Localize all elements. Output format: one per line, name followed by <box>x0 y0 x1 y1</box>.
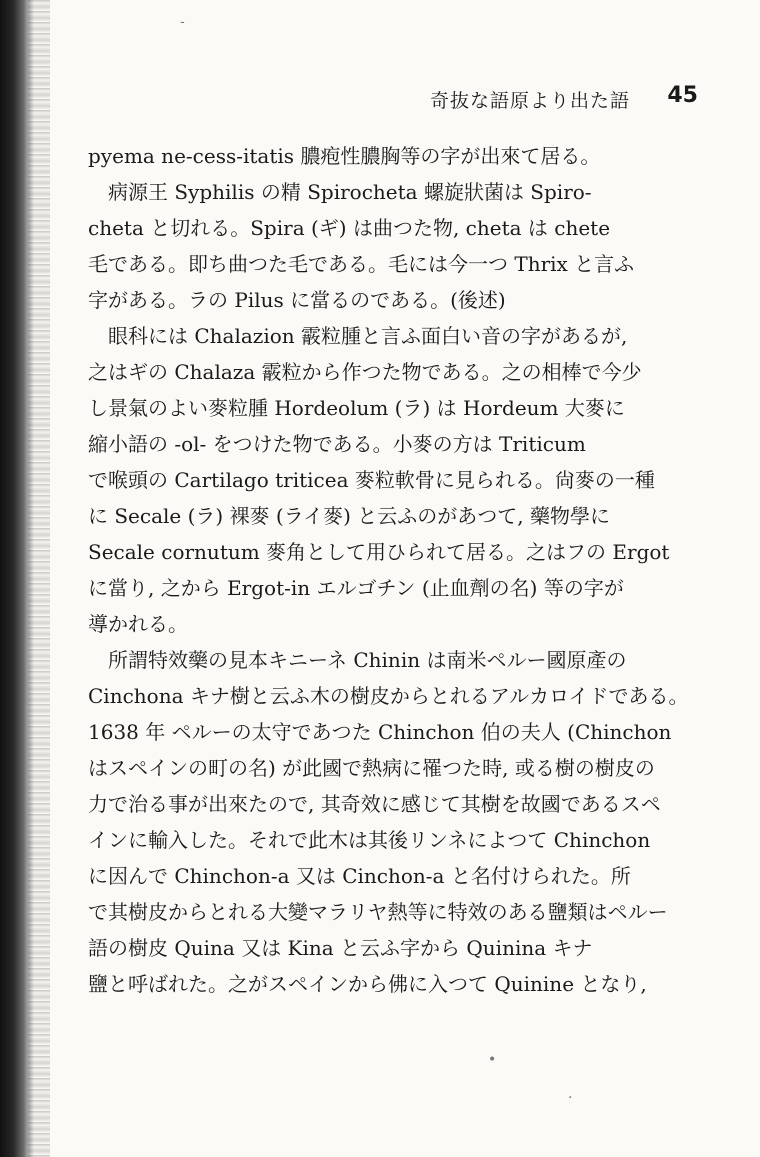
text-line: はスペインの町の名) が此國で熱病に罹つた時, 或る樹の樹皮の <box>88 756 655 780</box>
text-line: 鹽と呼ばれた。之がスペインから佛に入つて Quinine となり, <box>88 972 647 996</box>
text-line: 所謂特效藥の見本キニーネ Chinin は南米ペルー國原產の <box>108 648 627 672</box>
text-line: 之はギの Chalaza 霰粒から作つた物である。之の相棒で今少 <box>88 360 642 384</box>
text-line: 字がある。ラの Pilus に當るのである。(後述) <box>88 288 506 312</box>
stray-ink-mark: - <box>180 14 185 30</box>
stray-ink-mark: • <box>488 1052 497 1068</box>
page-header <box>430 83 710 118</box>
text-line: cheta と切れる。Spira (ギ) は曲つた物, cheta は chete <box>88 216 611 240</box>
text-line: 導かれる。 <box>88 612 188 636</box>
page-number: 45 <box>667 83 698 108</box>
text-line: 力で治る事が出來たので, 其奇效に感じて其樹を故國であるスペ <box>88 792 661 816</box>
binding-speckle <box>28 0 50 1157</box>
text-line: Secale cornutum 麥角として用ひられて居る。之はフの Ergot <box>88 540 670 564</box>
text-line: に因んで Chinchon-a 又は Cinchon-a と名付けられた。所 <box>88 864 631 888</box>
text-line: で喉頭の Cartilago triticea 麥粒軟骨に見られる。尙麥の一種 <box>88 468 655 492</box>
stray-ink-mark: · <box>568 1090 573 1106</box>
text-line: Cinchona キナ樹と云ふ木の樹皮からとれるアルカロイドである。 <box>88 684 689 708</box>
text-line: に當り, 之から Ergot-in エルゴチン (止血劑の名) 等の字が <box>88 576 624 600</box>
text-line: pyema ne-cess-itatis 膿疱性膿胸等の字が出來て居る。 <box>88 144 601 168</box>
text-line: 語の樹皮 Quina 又は Kina と云ふ字から Quinina キナ <box>88 936 593 960</box>
text-line: に Secale (ラ) 裸麥 (ライ麥) と云ふのがあつて, 藥物學に <box>88 504 611 528</box>
text-line: 病源王 Syphilis の精 Spirocheta 螺旋狀菌は Spiro- <box>108 180 592 204</box>
text-line: 毛である。即ち曲つた毛である。毛には今一つ Thrix と言ふ <box>88 252 635 276</box>
text-line: し景氣のよい麥粒腫 Hordeolum (ラ) は Hordeum 大麥に <box>88 396 625 420</box>
text-line: で其樹皮からとれる大變マラリヤ熱等に特效のある鹽類はペルー <box>88 900 668 924</box>
running-title: 奇抜な語原より出た語 <box>430 90 631 112</box>
body-text <box>88 138 708 1002</box>
text-line: 眼科には Chalazion 霰粒腫と言ふ面白い音の字があるが, <box>108 324 628 348</box>
text-line: 縮小語の -ol- をつけた物である。小麥の方は Triticum <box>88 432 586 456</box>
text-line: 1638 年 ペルーの太守であつた Chinchon 伯の夫人 (Chinchon <box>88 720 672 744</box>
text-line: インに輸入した。それで此木は其後リンネによつて Chinchon <box>88 828 651 852</box>
